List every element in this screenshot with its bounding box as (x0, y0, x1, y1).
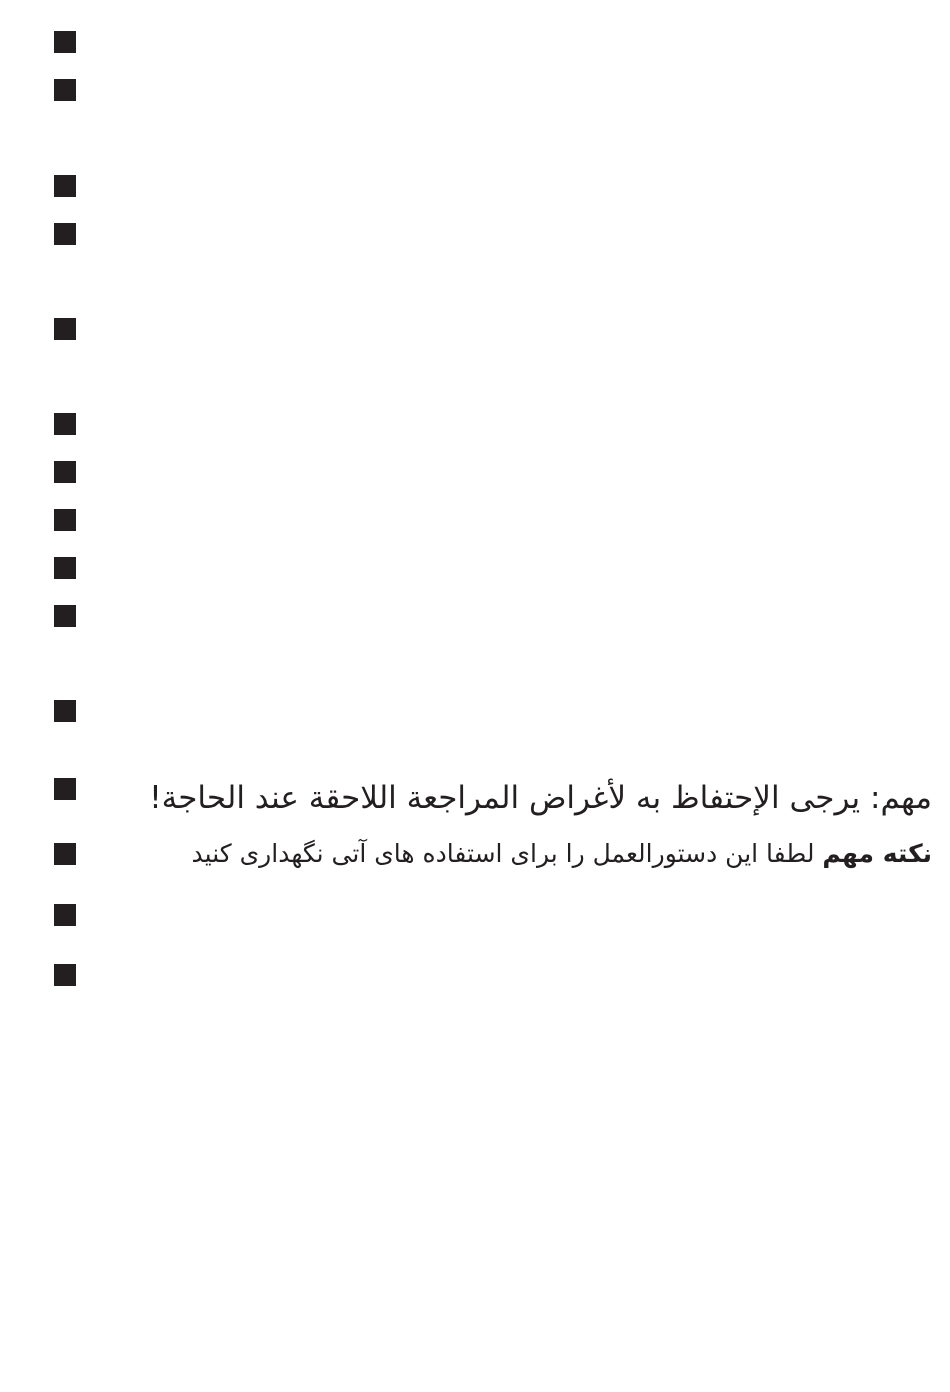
bullet-square (54, 605, 76, 627)
bullet-square (54, 413, 76, 435)
persian-notice (192, 836, 932, 872)
persian-notice-text: لطفا این دستورالعمل را برای استفاده های آتی نگهداری کنید (191, 839, 815, 868)
bullet-square (54, 461, 76, 483)
bullet-square (54, 79, 76, 101)
persian-notice-label: نکته مهم (822, 839, 932, 868)
bullet-square (54, 557, 76, 579)
bullet-square (54, 904, 76, 926)
bullet-square (54, 31, 76, 53)
bullet-square (54, 509, 76, 531)
bullet-square (54, 223, 76, 245)
bullet-square (54, 964, 76, 986)
bullet-square (54, 175, 76, 197)
arabic-notice: مهم: يرجى الإحتفاظ به لأغراض المراجعة اللاحقة عند الحاجة! (149, 780, 932, 816)
bullet-square (54, 700, 76, 722)
bullet-square (54, 843, 76, 865)
bullet-square (54, 778, 76, 800)
bullet-square (54, 318, 76, 340)
